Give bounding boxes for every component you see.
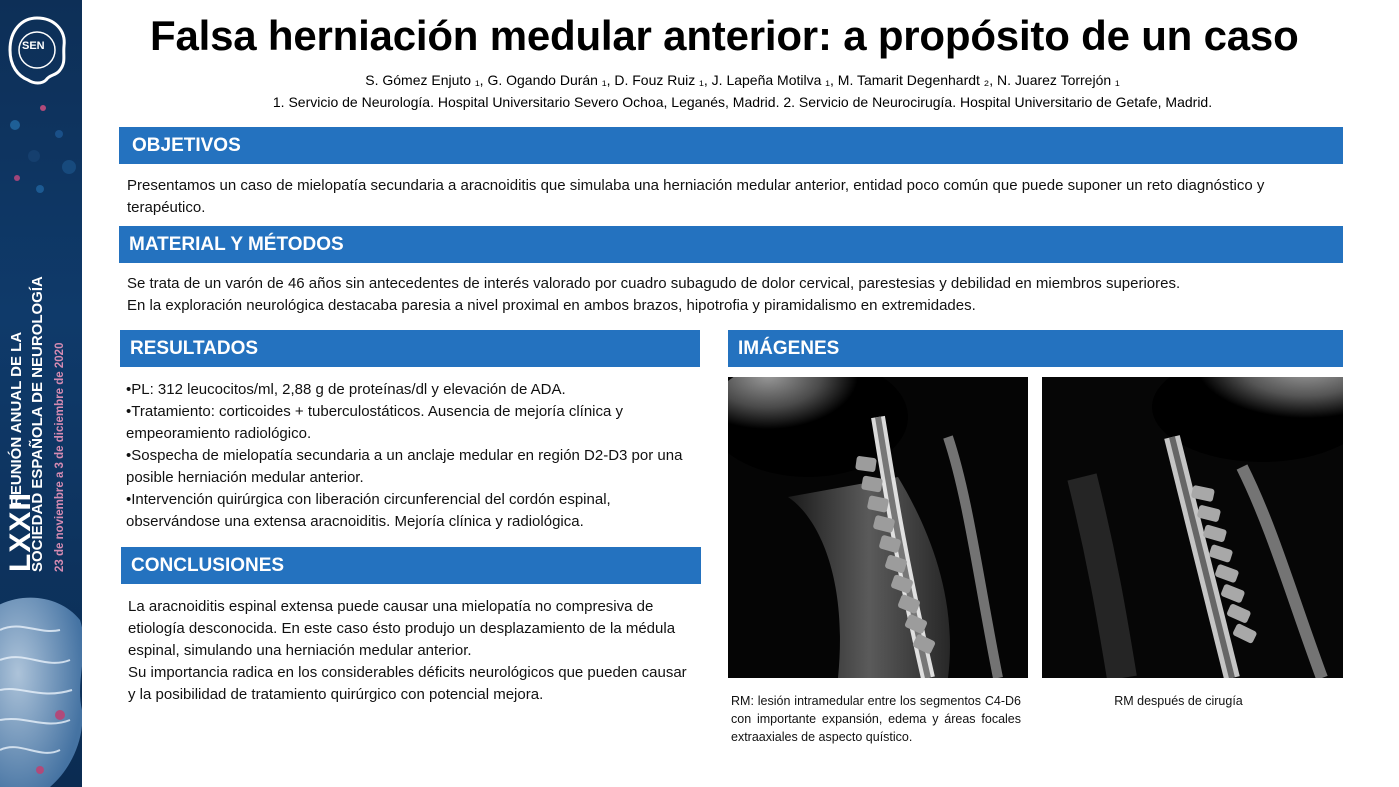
affiliations: 1. Servicio de Neurología. Hospital Universitario Severo Ochoa, Leganés, Madrid. 2. Servicio de Neurocirugía. Hospital Universitario de Getafe, Madrid. <box>272 94 1213 110</box>
objetivos-text: Presentamos un caso de mielopatía secundaria a aracnoiditis que simulaba una herniación medular anterior, entidad poco común que puede suponer un reto diagnóstico y terapéutico. <box>127 177 1265 216</box>
imagenes-heading: IMÁGENES <box>728 330 1343 367</box>
mri-sagittal-preop-icon <box>728 377 1028 678</box>
objetivos-heading: OBJETIVOS <box>119 127 1343 164</box>
resultados-item: •PL: 312 leucocitos/ml, 2,88 g de proteínas/dl y elevación de ADA. <box>126 381 566 398</box>
authors: S. Gómez Enjuto ₁, G. Ogando Durán ₁, D. Fouz Ruiz ₁, J. Lapeña Motilva ₁, M. Tamarit Degenhardt ₂, N. Juarez Torrejón ₁ <box>365 72 1120 88</box>
material-line-1: Se trata de un varón de 46 años sin antecedentes de interés valorado por cuadro subagudo de dolor cervical, parestesias y debilidad en miembros superiores. <box>127 275 1181 292</box>
conclusiones-para-2: Su importancia radica en los considerables déficits neurológicos que pueden causar y la posibilidad de tratamiento quirúrgico con potencial mejora. <box>128 664 687 703</box>
mri-image-postop <box>1042 377 1343 678</box>
resultados-list <box>126 379 692 533</box>
resultados-item: •Sospecha de mielopatía secundaria a un anclaje medular en región D2-D3 por una posible herniación medular anterior. <box>126 447 683 486</box>
conclusiones-para-1: La aracnoiditis espinal extensa puede causar una mielopatía no compresiva de etiología desconocida. En este caso ésto produjo un desplazamiento de la médula espinal, simulando una herniación medular anterior. <box>128 598 676 659</box>
conference-title <box>4 0 82 572</box>
material-line-2: En la exploración neurológica destacaba paresia a nivel proximal en ambos brazos, hipotrofia y piramidalismo en extremidades. <box>127 297 976 314</box>
conclusiones-heading: CONCLUSIONES <box>121 547 701 584</box>
resultados-item: •Tratamiento: corticoides + tuberculostáticos. Ausencia de mejoría clínica y empeoramiento radiológico. <box>126 403 624 442</box>
caption-postop: RM después de cirugía <box>1114 694 1243 708</box>
mri-image-preop <box>728 377 1028 678</box>
conclusiones-text <box>128 596 693 706</box>
brain-illustration-icon <box>0 590 82 787</box>
edition-number: LXXII <box>4 491 37 572</box>
resultados-item: •Intervención quirúrgica con liberación circunferencial del cordón espinal, observándose una extensa aracnoiditis. Mejoría clínica y radiológica. <box>126 491 611 530</box>
conference-line-1: REUNIÓN ANUAL DE LA <box>8 331 25 506</box>
conference-dates: 23 de noviembre a 3 de diciembre de 2020 <box>54 342 66 572</box>
poster-title: Falsa herniación medular anterior: a propósito de un caso <box>150 12 1299 59</box>
conference-line-2: SOCIEDAD ESPAÑOLA DE NEUROLOGÍA <box>29 276 46 572</box>
conference-banner <box>0 0 82 787</box>
mri-sagittal-postop-icon <box>1042 377 1343 678</box>
material-metodos-heading: MATERIAL Y MÉTODOS <box>119 226 1343 263</box>
caption-preop: RM: lesión intramedular entre los segmentos C4-D6 con importante expansión, edema y áreas focales extraaxiales de aspecto quístico. <box>731 694 1021 744</box>
logo-text: SEN <box>22 40 45 52</box>
resultados-heading: RESULTADOS <box>120 330 700 367</box>
